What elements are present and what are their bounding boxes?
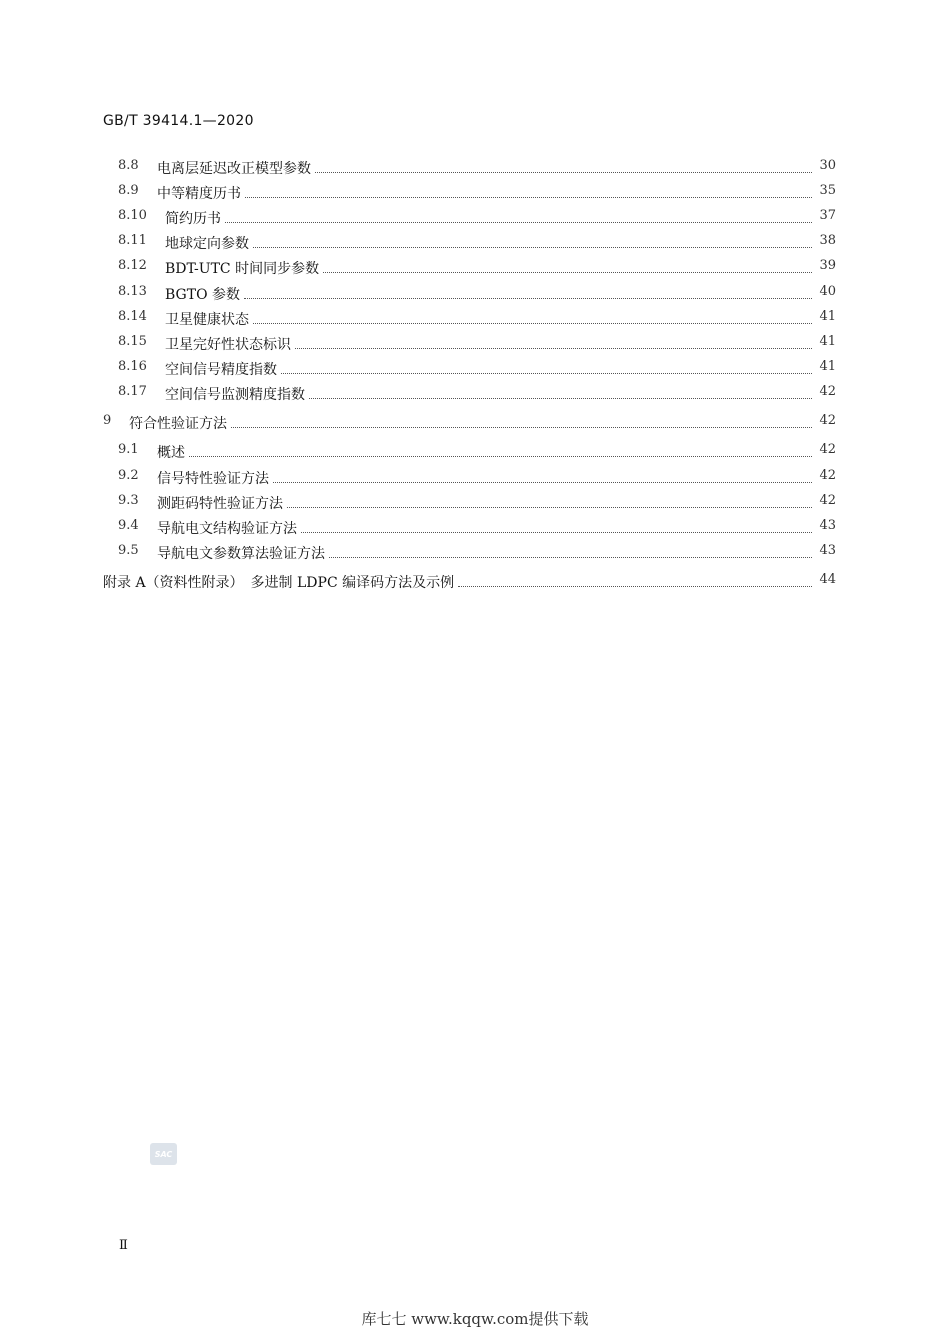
- toc-entry-number: 8.11: [118, 233, 147, 248]
- toc-entry-page: 30: [819, 158, 836, 173]
- toc-entry-page: 42: [819, 413, 836, 428]
- toc-entry-number: 9: [103, 413, 112, 428]
- toc-entry[interactable]: [0, 572, 950, 594]
- toc-entry-title: 简约历书: [165, 211, 221, 227]
- toc-entry-page: 35: [819, 183, 836, 198]
- toc-entry-number: 8.16: [118, 359, 147, 374]
- toc-entry[interactable]: [0, 258, 950, 280]
- toc-entry[interactable]: [0, 442, 950, 464]
- toc-entry-title: 电离层延迟改正模型参数: [157, 161, 311, 177]
- sac-logo: [150, 1143, 177, 1165]
- toc-entry-title: 测距码特性验证方法: [157, 496, 283, 512]
- standard-number: GB/T 39414.1—2020: [103, 113, 254, 129]
- toc-entry-title: 导航电文结构验证方法: [157, 521, 297, 537]
- toc-entry-page: 43: [819, 543, 836, 558]
- toc-entry-title: 符合性验证方法: [129, 416, 227, 432]
- toc-entry-number: 9.5: [118, 543, 139, 558]
- toc-entry-title: 地球定向参数: [165, 236, 249, 252]
- toc-entry-title: 卫星完好性状态标识: [165, 337, 291, 353]
- toc-entry-page: 38: [819, 233, 836, 248]
- toc-leader-dots: [323, 252, 812, 273]
- toc-leader-dots: [315, 152, 812, 173]
- sac-logo-text: SAC: [154, 1149, 173, 1159]
- toc-leader-dots: [295, 328, 812, 349]
- toc-leader-dots: [281, 353, 812, 374]
- toc-entry-title: 中等精度历书: [157, 186, 241, 202]
- toc-leader-dots: [309, 378, 812, 399]
- toc-leader-dots: [231, 407, 812, 428]
- toc-leader-dots: [273, 462, 812, 483]
- toc-entry-number: 8.13: [118, 284, 147, 299]
- toc-entry-number: 9.4: [118, 518, 139, 533]
- toc-entry-number: 8.8: [118, 158, 139, 173]
- toc-entry[interactable]: [0, 543, 950, 565]
- toc-entry-page: 41: [819, 334, 836, 349]
- toc-entry-title: BDT-UTC 时间同步参数: [165, 261, 320, 277]
- toc-entry-number: 9.2: [118, 468, 139, 483]
- toc-entry-number: 9.1: [118, 442, 139, 457]
- toc-leader-dots: [301, 512, 812, 533]
- toc-entry-page: 42: [819, 493, 836, 508]
- toc-entry-title: 导航电文参数算法验证方法: [157, 546, 325, 562]
- toc-leader-dots: [189, 436, 812, 457]
- toc-leader-dots: [458, 566, 812, 587]
- toc-entry-title: 卫星健康状态: [165, 312, 249, 328]
- toc-leader-dots: [245, 177, 812, 198]
- page-number: Ⅱ: [119, 1238, 128, 1253]
- toc-entry-number: 8.10: [118, 208, 147, 223]
- toc-leader-dots: [287, 487, 812, 508]
- toc-leader-dots: [253, 303, 812, 324]
- toc-leader-dots: [329, 537, 812, 558]
- toc-entry-title: 附录 A（资料性附录） 多进制 LDPC 编译码方法及示例: [103, 575, 455, 591]
- toc-entry-number: 8.12: [118, 258, 147, 273]
- toc-entry[interactable]: [0, 384, 950, 406]
- toc-entry-title: 空间信号精度指数: [165, 362, 277, 378]
- toc-entry-page: 41: [819, 309, 836, 324]
- download-footer: 库七七 www.kqqw.com提供下载: [361, 1310, 589, 1328]
- toc-entry-page: 42: [819, 468, 836, 483]
- toc-entry-page: 44: [819, 572, 836, 587]
- toc-entry-number: 8.15: [118, 334, 147, 349]
- toc-entry-number: 8.9: [118, 183, 139, 198]
- toc-entry-title: 空间信号监测精度指数: [165, 387, 305, 403]
- toc-entry-number: 9.3: [118, 493, 139, 508]
- toc-entry-page: 42: [819, 442, 836, 457]
- toc-entry[interactable]: [0, 413, 950, 435]
- toc-entry-page: 39: [819, 258, 836, 273]
- toc-entry-title: BGTO 参数: [165, 287, 240, 303]
- toc-entry-title: 信号特性验证方法: [157, 471, 269, 487]
- toc-entry-title: 概述: [157, 445, 185, 461]
- document-header: [103, 113, 254, 129]
- toc-entry-page: 37: [819, 208, 836, 223]
- toc-entry-number: 8.14: [118, 309, 147, 324]
- toc-leader-dots: [244, 278, 812, 299]
- toc-leader-dots: [225, 202, 812, 223]
- toc-leader-dots: [253, 227, 812, 248]
- toc-entry-page: 43: [819, 518, 836, 533]
- toc-entry-page: 40: [819, 284, 836, 299]
- toc-entry-number: 8.17: [118, 384, 147, 399]
- toc-entry-page: 42: [819, 384, 836, 399]
- toc-entry-page: 41: [819, 359, 836, 374]
